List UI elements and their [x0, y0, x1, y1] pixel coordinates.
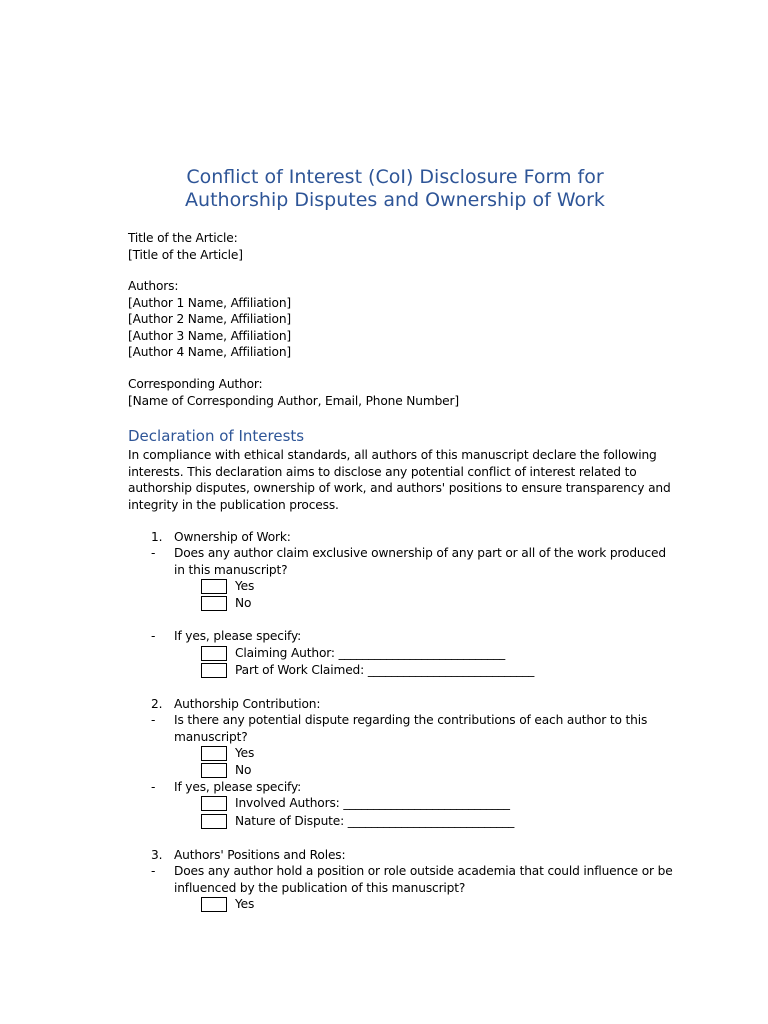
section-1-option-no[interactable] [201, 595, 251, 612]
corresponding-author-label: Corresponding Author: [128, 377, 263, 391]
author-entry: [Author 3 Name, Affiliation] [128, 328, 292, 343]
declaration-heading: Declaration of Interests [128, 427, 305, 445]
question-line: Does any author hold a position or role outside academia that could influence or be [174, 864, 673, 878]
section-1-number: 1. [151, 530, 163, 544]
bullet-dash: - [151, 864, 156, 878]
author-entry: [Author 4 Name, Affiliation] [128, 345, 292, 359]
author-entry: [Author 1 Name, Affiliation] [128, 295, 292, 310]
section-2-involved-authors-field[interactable] [201, 795, 510, 812]
question-line: in this manuscript? [174, 562, 288, 577]
section-2-option-no[interactable] [201, 762, 251, 779]
option-label: Yes [235, 897, 255, 912]
form-title-line-2: Authorship Disputes and Ownership of Work [185, 189, 605, 211]
section-1-option-yes[interactable] [201, 578, 254, 595]
section-1-claiming-author-field[interactable] [201, 645, 505, 662]
corresponding-author-value: [Name of Corresponding Author, Email, Phone Number] [128, 393, 459, 408]
question-line: Is there any potential dispute regarding the contributions of each author to this [174, 713, 648, 727]
section-2-question [174, 712, 674, 745]
checkbox[interactable] [201, 596, 227, 611]
section-2-number: 2. [151, 697, 163, 711]
declaration-line: In compliance with ethical standards, all authors of this manuscript declare the following [128, 448, 657, 462]
form-title [100, 166, 690, 212]
checkbox[interactable] [201, 897, 227, 912]
section-2-specify-label: If yes, please specify: [174, 780, 302, 794]
author-entry: [Author 2 Name, Affiliation] [128, 312, 292, 326]
checkbox[interactable] [201, 796, 227, 811]
checkbox[interactable] [201, 746, 227, 761]
authors-label: Authors: [128, 279, 179, 293]
section-1-title: Ownership of Work: [174, 530, 291, 544]
section-2-option-yes[interactable] [201, 745, 254, 762]
article-title-section [128, 230, 668, 263]
form-title-line-1: Conflict of Interest (CoI) Disclosure Form for [186, 166, 604, 188]
option-label: No [235, 596, 252, 611]
bullet-dash: - [151, 546, 156, 560]
article-title-label: Title of the Article: [128, 231, 238, 245]
field-label: Part of Work Claimed: ____________________________ [235, 663, 535, 678]
section-2-nature-of-dispute-field[interactable] [201, 813, 514, 830]
bullet-dash: - [151, 780, 156, 794]
declaration-line: authorship disputes, ownership of work, and authors' positions to ensure transparency and [128, 481, 671, 495]
corresponding-author-section [128, 376, 668, 409]
field-label: Claiming Author: ____________________________ [235, 646, 506, 661]
checkbox[interactable] [201, 579, 227, 594]
section-3-title: Authors' Positions and Roles: [174, 848, 346, 862]
field-label: Nature of Dispute: ____________________________ [235, 814, 515, 829]
checkbox[interactable] [201, 663, 227, 678]
section-3-number: 3. [151, 848, 163, 862]
article-title-value: [Title of the Article] [128, 247, 243, 262]
field-label: Involved Authors: ____________________________ [235, 796, 510, 811]
declaration-line: integrity in the publication process. [128, 497, 339, 512]
declaration-paragraph [128, 447, 671, 513]
checkbox[interactable] [201, 763, 227, 778]
question-line: Does any author claim exclusive ownership of any part or all of the work produced [174, 546, 666, 560]
question-line: manuscript? [174, 729, 248, 744]
section-1-part-of-work-field[interactable] [201, 662, 534, 679]
bullet-dash: - [151, 629, 156, 643]
option-label: No [235, 763, 252, 778]
option-label: Yes [235, 579, 255, 594]
authors-section [128, 278, 668, 361]
bullet-dash: - [151, 713, 156, 727]
section-1-question [174, 545, 674, 578]
section-1-specify-label: If yes, please specify: [174, 629, 302, 643]
section-3-option-yes[interactable] [201, 896, 254, 913]
question-line: influenced by the publication of this manuscript? [174, 880, 466, 895]
checkbox[interactable] [201, 646, 227, 661]
option-label: Yes [235, 746, 255, 761]
section-2-title: Authorship Contribution: [174, 697, 321, 711]
declaration-line: interests. This declaration aims to disclose any potential conflict of interest related to [128, 464, 637, 479]
checkbox[interactable] [201, 814, 227, 829]
section-3-question [174, 863, 674, 896]
